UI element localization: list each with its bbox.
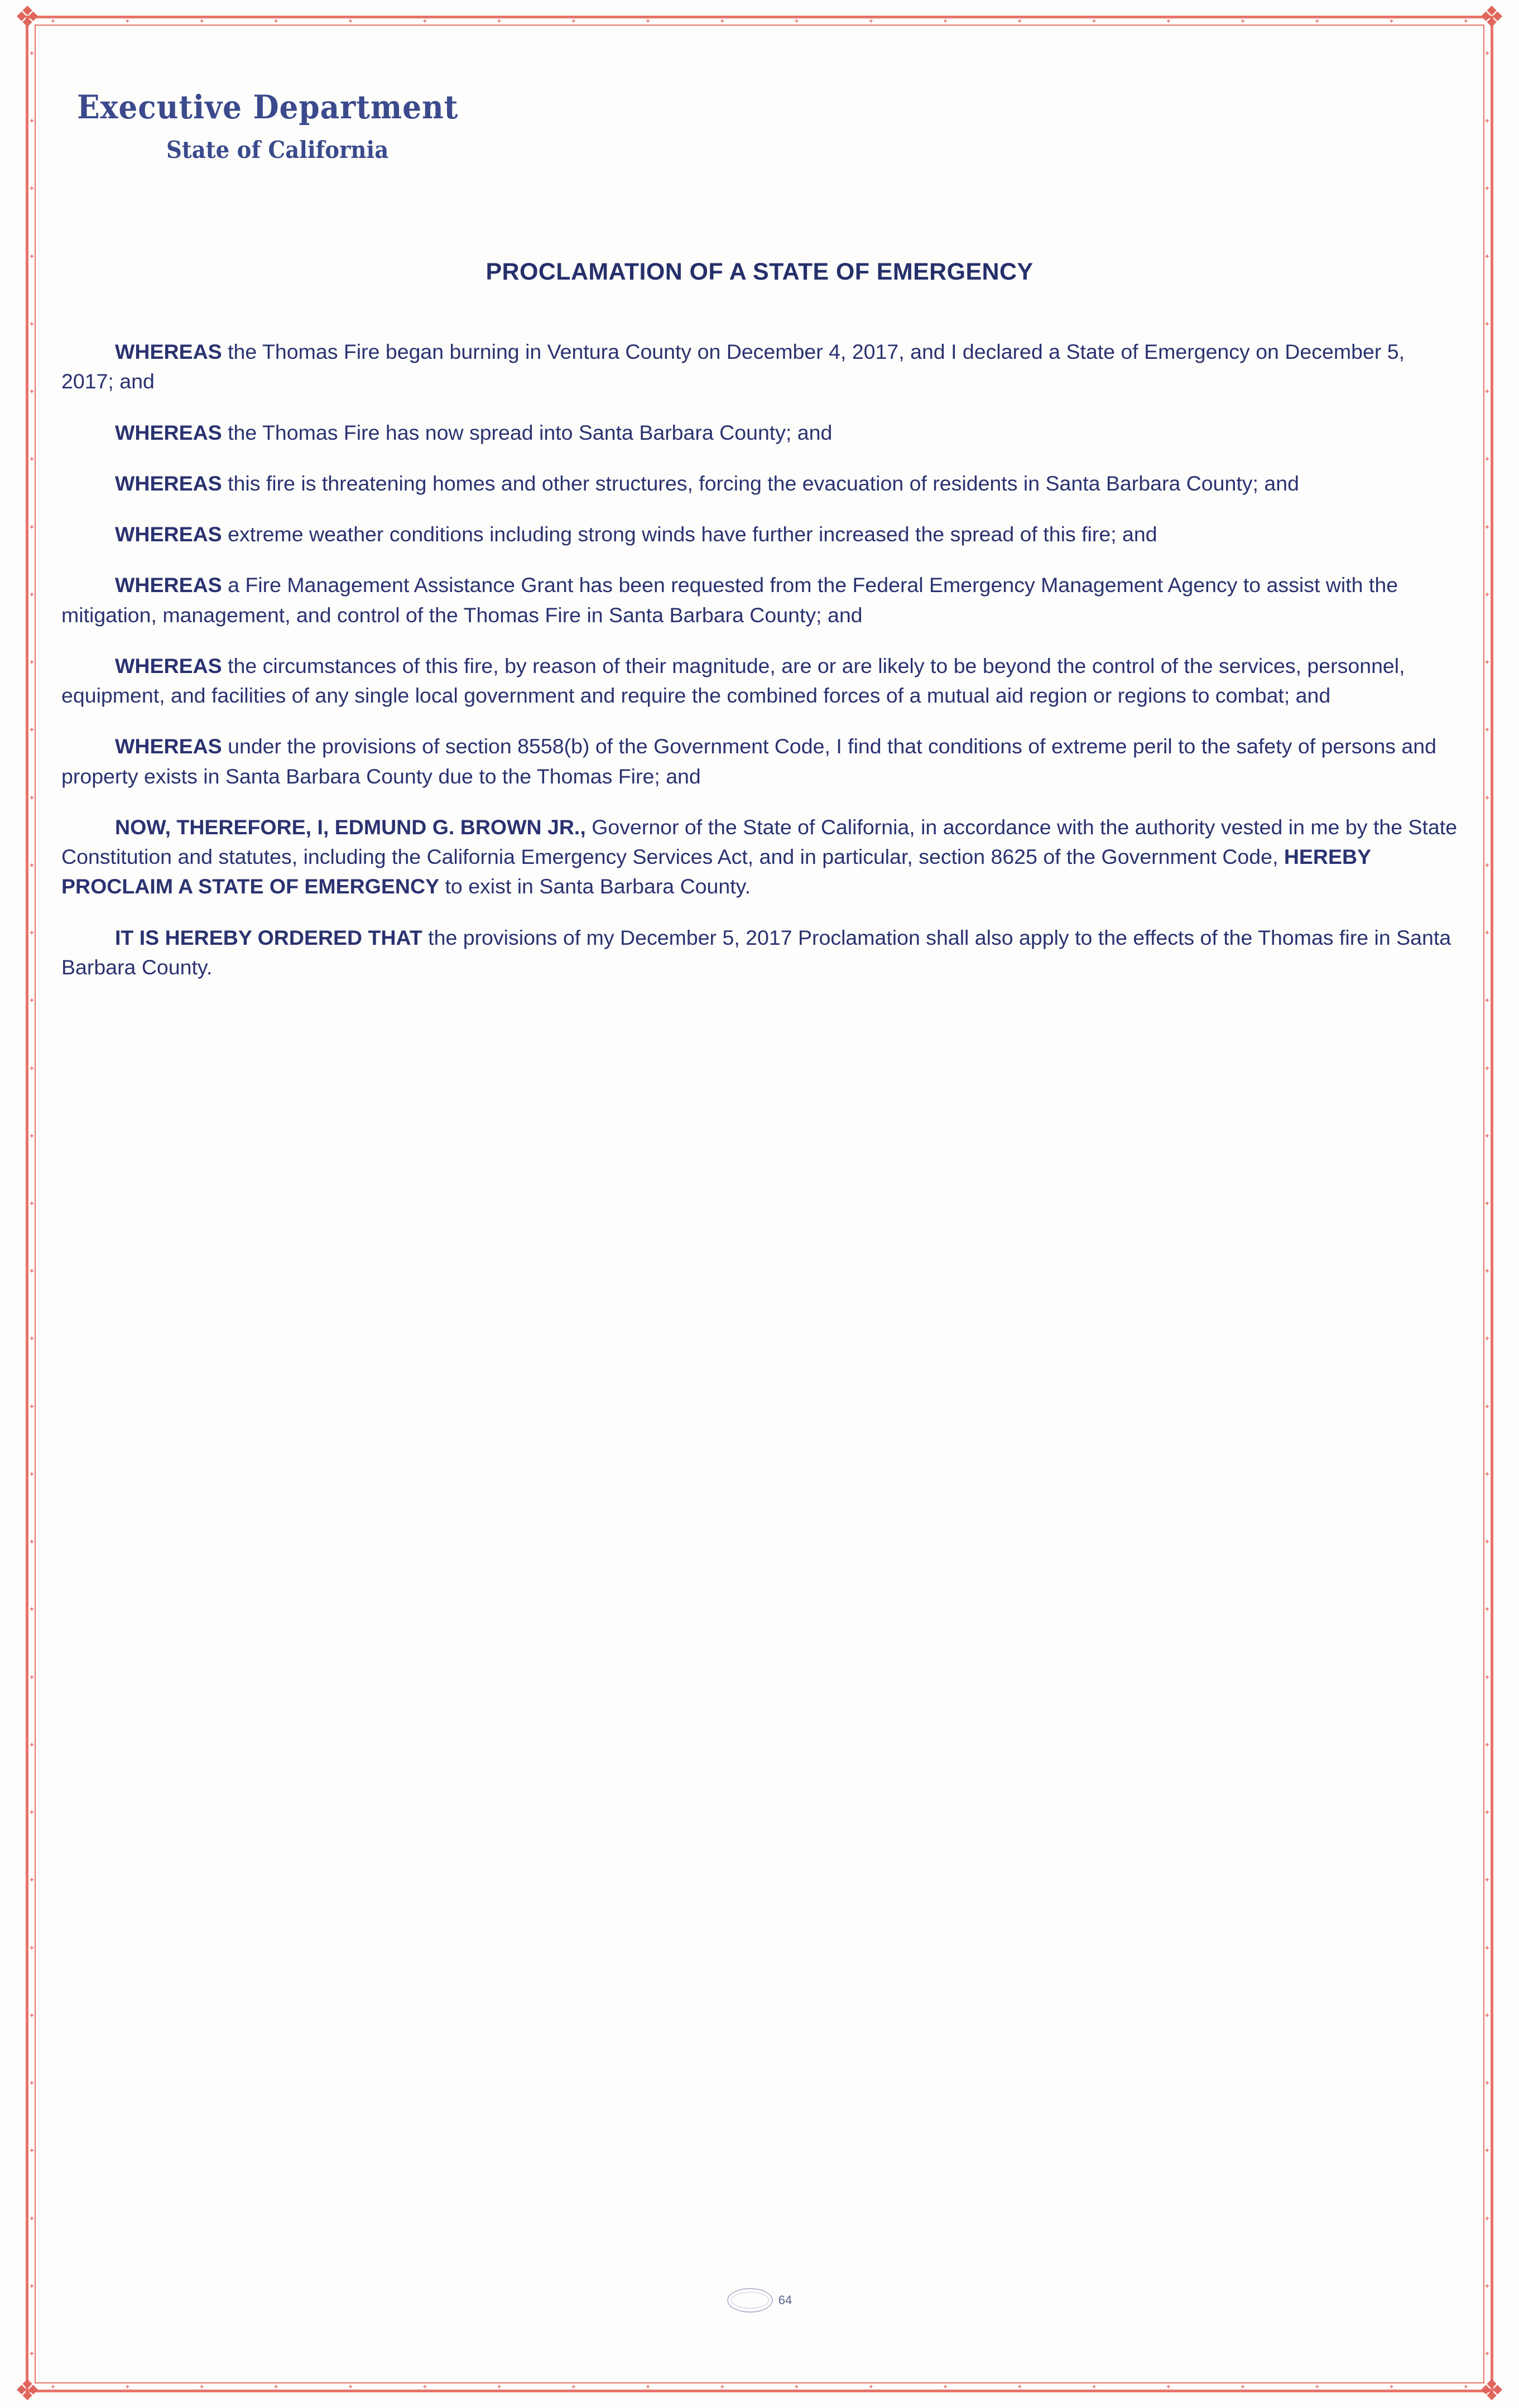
paragraph-6 [61, 651, 1458, 711]
footer-seal-group [727, 2288, 792, 2313]
document-content [61, 67, 1458, 2341]
letterhead-department: Executive Department [77, 88, 459, 126]
paragraph-2 [61, 418, 1458, 448]
paragraph-lead: WHEREAS [115, 573, 222, 597]
paragraph-4 [61, 520, 1458, 549]
paragraph-lead: WHEREAS [115, 522, 222, 546]
paragraph-8 [61, 813, 1458, 902]
page-title: PROCLAMATION OF A STATE OF EMERGENCY [485, 258, 1034, 285]
paragraph-lead: WHEREAS [115, 653, 222, 677]
paragraph-text: the provisions of my December 5, 2017 Proclamation shall also apply to the effects of the Thomas fire in Santa Barbara County. [61, 925, 1451, 979]
paragraph-5 [61, 570, 1458, 630]
paragraph-3 [61, 469, 1458, 498]
paragraph-text: a Fire Management Assistance Grant has been requested from the Federal Emergency Management Agency to assist with the mitigation, management, and control of the Thomas Fire in Santa Barbara County; and [61, 573, 1398, 627]
paragraph-7 [61, 732, 1458, 791]
paragraph-9 [61, 923, 1458, 983]
paragraph-text: Governor of the State of California, in accordance with the authority vested in me by the State Constitution and statutes, including the California Emergency Services Act, and in particular, section 8625 of the Government Code, [61, 815, 1458, 868]
paragraph-lead-secondary: HEREBY PROCLAIM A STATE OF EMERGENCY [61, 845, 1371, 898]
border-ornament-rail-bottom: ✦ ✦ ✦ ✦ ✦ ✦ ✦ ✦ ✦ ✦ ✦ ✦ ✦ ✦ ✦ ✦ ✦ ✦ ✦ ✦ [50, 2383, 1469, 2391]
corner-ornament-top-right-icon: ❖ [1478, 1, 1505, 34]
border-ornament-rail-top: ✦ ✦ ✦ ✦ ✦ ✦ ✦ ✦ ✦ ✦ ✦ ✦ ✦ ✦ ✦ ✦ ✦ ✦ ✦ ✦ [50, 17, 1469, 25]
paragraph-lead: IT IS HEREBY ORDERED THAT [115, 925, 422, 949]
paragraph-text-secondary: to exist in Santa Barbara County. [439, 874, 751, 898]
paragraph-lead: WHEREAS [115, 340, 222, 363]
page-footer [61, 2288, 1458, 2315]
state-seal-icon [727, 2288, 773, 2313]
paragraph-text: extreme weather conditions including strong winds have further increased the spread of this fire; and [222, 522, 1157, 546]
letterhead [77, 88, 1458, 164]
letterhead-state: State of California [166, 136, 389, 164]
paragraph-1 [61, 337, 1458, 397]
proclamation-body [61, 337, 1458, 982]
paragraph-text: the Thomas Fire began burning in Ventura County on December 4, 2017, and I declared a State of Emergency on December 5, 2017; and [61, 340, 1405, 393]
paragraph-lead: WHEREAS [115, 734, 222, 758]
paragraph-text: under the provisions of section 8558(b) of the Government Code, I find that conditions of extreme peril to the safety of persons and property exists in Santa Barbara County due to the Thomas Fire; and [61, 734, 1436, 788]
paragraph-lead: WHEREAS [115, 471, 222, 495]
corner-ornament-bottom-left-icon: ❖ [14, 2374, 41, 2407]
paragraph-lead: WHEREAS [115, 420, 222, 444]
border-ornament-rail-right: ✦ ✦ ✦ ✦ ✦ ✦ ✦ ✦ ✦ ✦ ✦ ✦ ✦ ✦ ✦ ✦ ✦ ✦ ✦ ✦ ✦ ✦ ✦ ✦ ✦ ✦ ✦ ✦ ✦ ✦ ✦ ✦ ✦ ✦ ✦ [1484, 50, 1491, 2358]
corner-ornament-top-left-icon: ❖ [14, 1, 41, 34]
paragraph-text: this fire is threatening homes and other structures, forcing the evacuation of residents in Santa Barbara County; and [222, 471, 1299, 495]
paragraph-text: the circumstances of this fire, by reason of their magnitude, are or are likely to be beyond the control of the services, personnel, equipment, and facilities of any single local government and require the combined forces of a mutual aid region or regions to combat; and [61, 653, 1405, 707]
paragraph-lead: NOW, THEREFORE, I, EDMUND G. BROWN JR., [115, 815, 586, 839]
paragraph-text: the Thomas Fire has now spread into Santa Barbara County; and [222, 420, 833, 444]
border-ornament-rail-left: ✦ ✦ ✦ ✦ ✦ ✦ ✦ ✦ ✦ ✦ ✦ ✦ ✦ ✦ ✦ ✦ ✦ ✦ ✦ ✦ ✦ ✦ ✦ ✦ ✦ ✦ ✦ ✦ ✦ ✦ ✦ ✦ ✦ ✦ ✦ [28, 50, 35, 2358]
page-number: 64 [778, 2293, 792, 2307]
corner-ornament-bottom-right-icon: ❖ [1478, 2374, 1505, 2407]
